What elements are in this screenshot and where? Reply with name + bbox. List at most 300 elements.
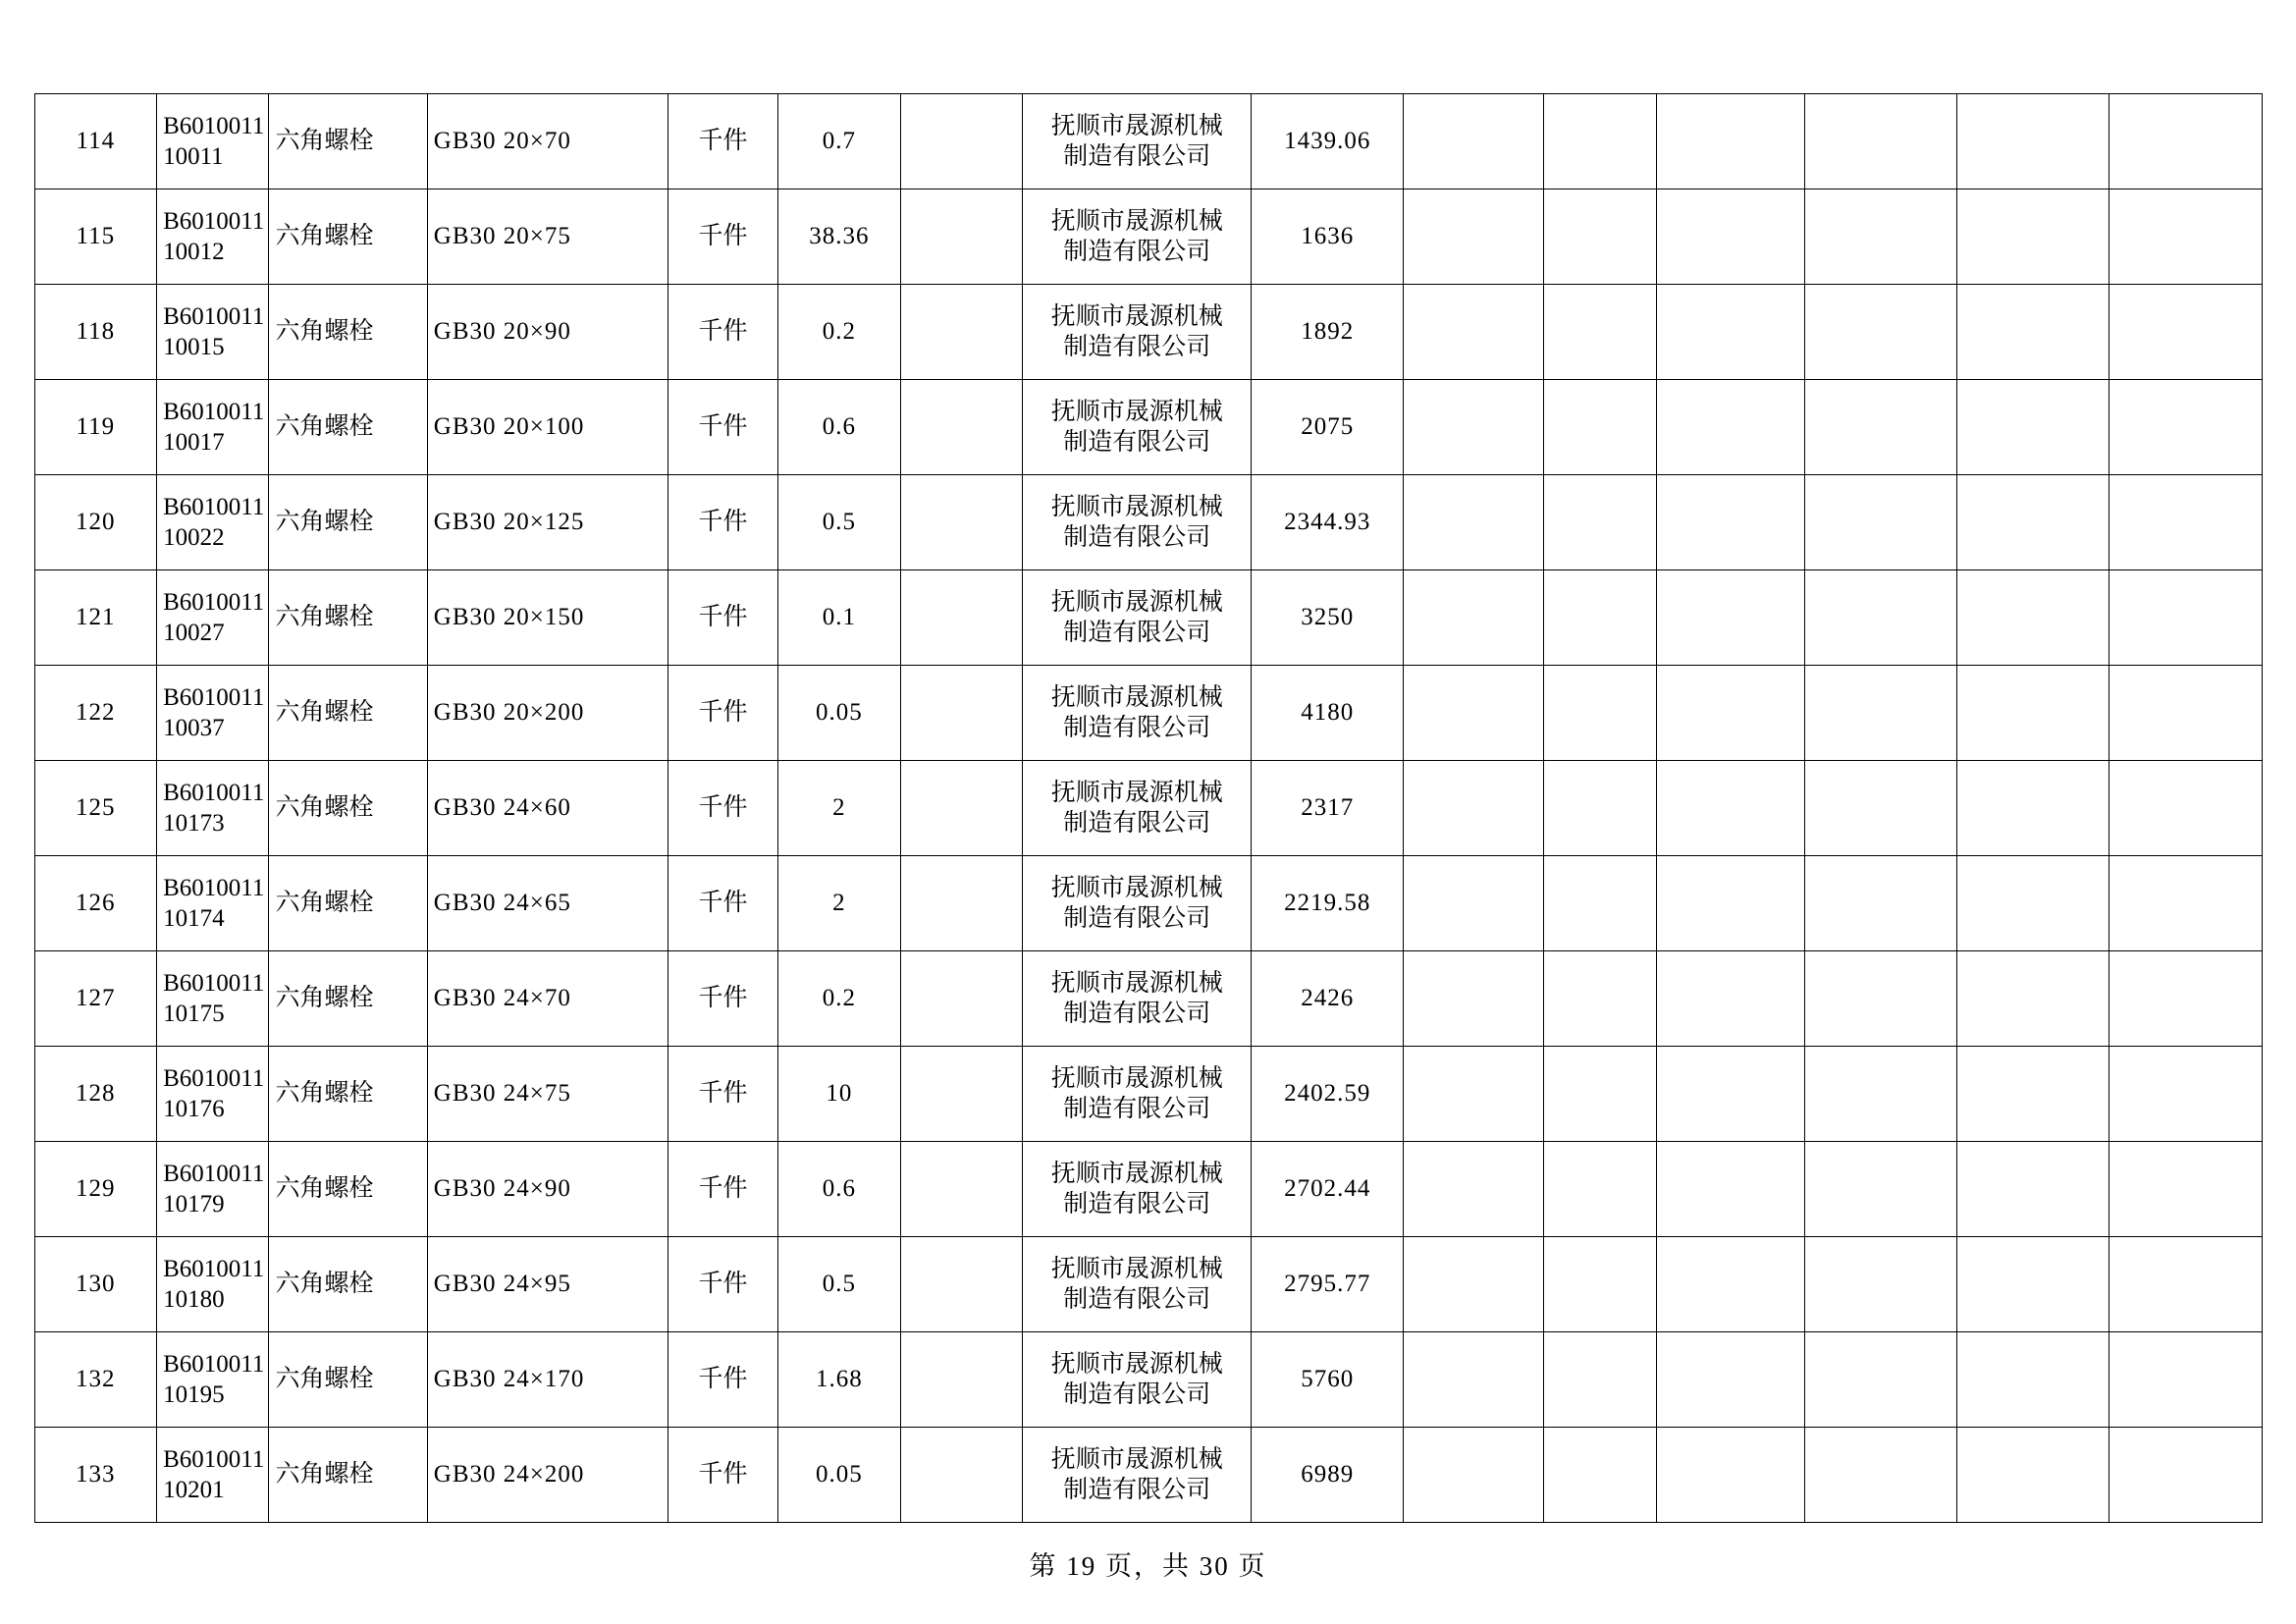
cell-spec: GB30 20×150 bbox=[427, 570, 667, 666]
cell-name: 六角螺栓 bbox=[269, 570, 427, 666]
cell-price: 1439.06 bbox=[1252, 94, 1404, 189]
code-line-2: 10015 bbox=[163, 334, 225, 360]
cell-price: 1892 bbox=[1252, 285, 1404, 380]
cell-spec: GB30 20×70 bbox=[427, 94, 667, 189]
cell-blank-3 bbox=[1544, 666, 1656, 761]
cell-blank-6 bbox=[1956, 189, 2109, 285]
cell-blank-1 bbox=[900, 1237, 1023, 1332]
code-line-1: B6010011 bbox=[163, 1350, 265, 1378]
cell-blank-2 bbox=[1404, 380, 1544, 475]
cell-blank-7 bbox=[2109, 285, 2262, 380]
cell-manufacturer bbox=[1023, 666, 1252, 761]
cell-blank-1 bbox=[900, 1428, 1023, 1523]
cell-name: 六角螺栓 bbox=[269, 475, 427, 570]
cell-manufacturer bbox=[1023, 1332, 1252, 1428]
cell-quantity: 0.05 bbox=[778, 1428, 901, 1523]
cell-blank-1 bbox=[900, 856, 1023, 951]
cell-blank-1 bbox=[900, 1142, 1023, 1237]
cell-name: 六角螺栓 bbox=[269, 951, 427, 1047]
code-line-2: 10201 bbox=[163, 1477, 225, 1503]
cell-blank-7 bbox=[2109, 666, 2262, 761]
cell-blank-5 bbox=[1804, 666, 1956, 761]
cell-quantity: 0.05 bbox=[778, 666, 901, 761]
cell-blank-1 bbox=[900, 951, 1023, 1047]
cell-spec: GB30 24×60 bbox=[427, 761, 667, 856]
code-line-2: 10195 bbox=[163, 1381, 225, 1408]
cell-unit: 千件 bbox=[667, 189, 777, 285]
cell-unit: 千件 bbox=[667, 570, 777, 666]
cell-blank-2 bbox=[1404, 1332, 1544, 1428]
cell-blank-3 bbox=[1544, 189, 1656, 285]
cell-unit: 千件 bbox=[667, 1047, 777, 1142]
cell-manufacturer bbox=[1023, 380, 1252, 475]
manufacturer-line-2: 制造有限公司 bbox=[1063, 1286, 1211, 1313]
cell-blank-5 bbox=[1804, 761, 1956, 856]
manufacturer-line-1: 抚顺市晟源机械 bbox=[1050, 1160, 1223, 1187]
cell-sequence: 129 bbox=[34, 1142, 157, 1237]
cell-blank-6 bbox=[1956, 1142, 2109, 1237]
cell-blank-7 bbox=[2109, 1237, 2262, 1332]
cell-blank-1 bbox=[900, 189, 1023, 285]
cell-blank-4 bbox=[1656, 761, 1804, 856]
manufacturer-line-2: 制造有限公司 bbox=[1063, 1477, 1211, 1503]
manufacturer-line-1: 抚顺市晟源机械 bbox=[1050, 398, 1223, 425]
cell-manufacturer bbox=[1023, 1047, 1252, 1142]
cell-blank-7 bbox=[2109, 380, 2262, 475]
cell-price: 4180 bbox=[1252, 666, 1404, 761]
cell-blank-2 bbox=[1404, 1428, 1544, 1523]
cell-spec: GB30 20×75 bbox=[427, 189, 667, 285]
cell-blank-2 bbox=[1404, 761, 1544, 856]
cell-manufacturer bbox=[1023, 189, 1252, 285]
cell-blank-4 bbox=[1656, 856, 1804, 951]
cell-blank-7 bbox=[2109, 1142, 2262, 1237]
cell-blank-6 bbox=[1956, 1428, 2109, 1523]
cell-code bbox=[157, 1047, 269, 1142]
table-row bbox=[34, 1428, 2262, 1523]
code-line-1: B6010011 bbox=[163, 207, 265, 235]
cell-blank-3 bbox=[1544, 1237, 1656, 1332]
code-line-2: 10179 bbox=[163, 1191, 225, 1218]
cell-blank-4 bbox=[1656, 380, 1804, 475]
cell-unit: 千件 bbox=[667, 285, 777, 380]
cell-sequence: 121 bbox=[34, 570, 157, 666]
cell-blank-3 bbox=[1544, 761, 1656, 856]
cell-manufacturer bbox=[1023, 570, 1252, 666]
cell-blank-2 bbox=[1404, 189, 1544, 285]
cell-code bbox=[157, 666, 269, 761]
cell-sequence: 122 bbox=[34, 666, 157, 761]
table-row bbox=[34, 856, 2262, 951]
cell-blank-5 bbox=[1804, 951, 1956, 1047]
cell-blank-3 bbox=[1544, 285, 1656, 380]
manufacturer-line-2: 制造有限公司 bbox=[1063, 810, 1211, 837]
cell-manufacturer bbox=[1023, 856, 1252, 951]
cell-blank-2 bbox=[1404, 1237, 1544, 1332]
cell-blank-1 bbox=[900, 475, 1023, 570]
cell-blank-1 bbox=[900, 285, 1023, 380]
cell-quantity: 1.68 bbox=[778, 1332, 901, 1428]
cell-blank-4 bbox=[1656, 189, 1804, 285]
cell-blank-2 bbox=[1404, 1047, 1544, 1142]
cell-blank-5 bbox=[1804, 189, 1956, 285]
cell-spec: GB30 24×70 bbox=[427, 951, 667, 1047]
cell-code bbox=[157, 380, 269, 475]
cell-sequence: 125 bbox=[34, 761, 157, 856]
manufacturer-line-2: 制造有限公司 bbox=[1063, 524, 1211, 551]
table-row bbox=[34, 1142, 2262, 1237]
cell-blank-5 bbox=[1804, 1047, 1956, 1142]
cell-blank-3 bbox=[1544, 1428, 1656, 1523]
manufacturer-line-2: 制造有限公司 bbox=[1063, 620, 1211, 646]
cell-blank-6 bbox=[1956, 761, 2109, 856]
code-line-2: 10174 bbox=[163, 905, 225, 932]
cell-blank-2 bbox=[1404, 951, 1544, 1047]
cell-blank-7 bbox=[2109, 1428, 2262, 1523]
cell-name: 六角螺栓 bbox=[269, 285, 427, 380]
materials-table bbox=[34, 93, 2263, 1523]
cell-price: 2075 bbox=[1252, 380, 1404, 475]
cell-unit: 千件 bbox=[667, 380, 777, 475]
cell-blank-5 bbox=[1804, 1142, 1956, 1237]
cell-blank-3 bbox=[1544, 856, 1656, 951]
code-line-1: B6010011 bbox=[163, 1445, 265, 1473]
cell-unit: 千件 bbox=[667, 1142, 777, 1237]
cell-spec: GB30 20×100 bbox=[427, 380, 667, 475]
cell-blank-3 bbox=[1544, 380, 1656, 475]
cell-sequence: 115 bbox=[34, 189, 157, 285]
cell-name: 六角螺栓 bbox=[269, 189, 427, 285]
code-line-1: B6010011 bbox=[163, 969, 265, 997]
cell-blank-4 bbox=[1656, 1237, 1804, 1332]
cell-spec: GB30 24×170 bbox=[427, 1332, 667, 1428]
manufacturer-line-1: 抚顺市晟源机械 bbox=[1050, 302, 1223, 330]
cell-blank-5 bbox=[1804, 285, 1956, 380]
cell-sequence: 127 bbox=[34, 951, 157, 1047]
cell-unit: 千件 bbox=[667, 1428, 777, 1523]
table-row bbox=[34, 189, 2262, 285]
manufacturer-line-1: 抚顺市晟源机械 bbox=[1050, 207, 1223, 235]
code-line-1: B6010011 bbox=[163, 1064, 265, 1092]
cell-blank-1 bbox=[900, 1047, 1023, 1142]
cell-blank-3 bbox=[1544, 475, 1656, 570]
cell-quantity: 0.2 bbox=[778, 951, 901, 1047]
code-line-2: 10012 bbox=[163, 239, 225, 265]
cell-price: 2702.44 bbox=[1252, 1142, 1404, 1237]
cell-quantity: 0.5 bbox=[778, 1237, 901, 1332]
manufacturer-line-1: 抚顺市晟源机械 bbox=[1050, 112, 1223, 139]
code-line-2: 10176 bbox=[163, 1096, 225, 1122]
cell-code bbox=[157, 94, 269, 189]
cell-unit: 千件 bbox=[667, 1237, 777, 1332]
cell-blank-4 bbox=[1656, 1047, 1804, 1142]
manufacturer-line-2: 制造有限公司 bbox=[1063, 143, 1211, 170]
cell-name: 六角螺栓 bbox=[269, 761, 427, 856]
table-row bbox=[34, 380, 2262, 475]
table-row bbox=[34, 285, 2262, 380]
cell-blank-1 bbox=[900, 761, 1023, 856]
cell-name: 六角螺栓 bbox=[269, 94, 427, 189]
manufacturer-line-2: 制造有限公司 bbox=[1063, 429, 1211, 456]
cell-blank-1 bbox=[900, 380, 1023, 475]
cell-unit: 千件 bbox=[667, 94, 777, 189]
cell-manufacturer bbox=[1023, 951, 1252, 1047]
cell-code bbox=[157, 761, 269, 856]
cell-unit: 千件 bbox=[667, 475, 777, 570]
cell-spec: GB30 24×200 bbox=[427, 1428, 667, 1523]
code-line-1: B6010011 bbox=[163, 1160, 265, 1187]
cell-blank-5 bbox=[1804, 380, 1956, 475]
manufacturer-line-2: 制造有限公司 bbox=[1063, 239, 1211, 265]
code-line-1: B6010011 bbox=[163, 112, 265, 139]
cell-quantity: 0.5 bbox=[778, 475, 901, 570]
cell-unit: 千件 bbox=[667, 856, 777, 951]
cell-quantity: 0.2 bbox=[778, 285, 901, 380]
cell-blank-2 bbox=[1404, 1142, 1544, 1237]
cell-blank-5 bbox=[1804, 1237, 1956, 1332]
cell-blank-7 bbox=[2109, 1332, 2262, 1428]
cell-sequence: 130 bbox=[34, 1237, 157, 1332]
manufacturer-line-1: 抚顺市晟源机械 bbox=[1050, 1350, 1223, 1378]
cell-code bbox=[157, 951, 269, 1047]
cell-price: 2344.93 bbox=[1252, 475, 1404, 570]
cell-sequence: 128 bbox=[34, 1047, 157, 1142]
cell-blank-3 bbox=[1544, 1142, 1656, 1237]
cell-sequence: 132 bbox=[34, 1332, 157, 1428]
cell-code bbox=[157, 189, 269, 285]
cell-blank-1 bbox=[900, 94, 1023, 189]
cell-manufacturer bbox=[1023, 285, 1252, 380]
cell-blank-3 bbox=[1544, 94, 1656, 189]
cell-blank-2 bbox=[1404, 94, 1544, 189]
cell-name: 六角螺栓 bbox=[269, 856, 427, 951]
manufacturer-line-1: 抚顺市晟源机械 bbox=[1050, 1064, 1223, 1092]
cell-blank-6 bbox=[1956, 380, 2109, 475]
table-row bbox=[34, 94, 2262, 189]
cell-blank-2 bbox=[1404, 666, 1544, 761]
cell-spec: GB30 20×90 bbox=[427, 285, 667, 380]
cell-unit: 千件 bbox=[667, 761, 777, 856]
cell-price: 3250 bbox=[1252, 570, 1404, 666]
cell-code bbox=[157, 1142, 269, 1237]
cell-blank-1 bbox=[900, 1332, 1023, 1428]
cell-blank-6 bbox=[1956, 856, 2109, 951]
cell-blank-4 bbox=[1656, 285, 1804, 380]
cell-unit: 千件 bbox=[667, 1332, 777, 1428]
cell-manufacturer bbox=[1023, 761, 1252, 856]
cell-spec: GB30 24×95 bbox=[427, 1237, 667, 1332]
cell-quantity: 10 bbox=[778, 1047, 901, 1142]
table-row bbox=[34, 1237, 2262, 1332]
cell-name: 六角螺栓 bbox=[269, 1142, 427, 1237]
table-row bbox=[34, 666, 2262, 761]
cell-sequence: 114 bbox=[34, 94, 157, 189]
cell-blank-6 bbox=[1956, 951, 2109, 1047]
cell-blank-6 bbox=[1956, 666, 2109, 761]
cell-blank-7 bbox=[2109, 951, 2262, 1047]
cell-blank-7 bbox=[2109, 1047, 2262, 1142]
cell-blank-6 bbox=[1956, 94, 2109, 189]
manufacturer-line-1: 抚顺市晟源机械 bbox=[1050, 969, 1223, 997]
cell-price: 2317 bbox=[1252, 761, 1404, 856]
manufacturer-line-1: 抚顺市晟源机械 bbox=[1050, 588, 1223, 616]
manufacturer-line-1: 抚顺市晟源机械 bbox=[1050, 1445, 1223, 1473]
manufacturer-line-1: 抚顺市晟源机械 bbox=[1050, 493, 1223, 520]
cell-spec: GB30 20×125 bbox=[427, 475, 667, 570]
cell-blank-7 bbox=[2109, 189, 2262, 285]
cell-blank-7 bbox=[2109, 856, 2262, 951]
code-line-1: B6010011 bbox=[163, 588, 265, 616]
cell-blank-7 bbox=[2109, 94, 2262, 189]
manufacturer-line-1: 抚顺市晟源机械 bbox=[1050, 874, 1223, 901]
cell-manufacturer bbox=[1023, 475, 1252, 570]
cell-blank-6 bbox=[1956, 1237, 2109, 1332]
cell-blank-1 bbox=[900, 570, 1023, 666]
code-line-2: 10022 bbox=[163, 524, 225, 551]
cell-blank-7 bbox=[2109, 570, 2262, 666]
cell-price: 1636 bbox=[1252, 189, 1404, 285]
cell-price: 2219.58 bbox=[1252, 856, 1404, 951]
cell-blank-6 bbox=[1956, 475, 2109, 570]
table-row bbox=[34, 761, 2262, 856]
cell-manufacturer bbox=[1023, 94, 1252, 189]
cell-blank-3 bbox=[1544, 570, 1656, 666]
cell-manufacturer bbox=[1023, 1142, 1252, 1237]
cell-blank-5 bbox=[1804, 856, 1956, 951]
code-line-2: 10173 bbox=[163, 810, 225, 837]
cell-manufacturer bbox=[1023, 1428, 1252, 1523]
cell-code bbox=[157, 285, 269, 380]
manufacturer-line-2: 制造有限公司 bbox=[1063, 715, 1211, 741]
code-line-1: B6010011 bbox=[163, 398, 265, 425]
cell-blank-4 bbox=[1656, 94, 1804, 189]
cell-spec: GB30 20×200 bbox=[427, 666, 667, 761]
code-line-2: 10027 bbox=[163, 620, 225, 646]
code-line-1: B6010011 bbox=[163, 302, 265, 330]
cell-quantity: 0.6 bbox=[778, 1142, 901, 1237]
code-line-1: B6010011 bbox=[163, 874, 265, 901]
cell-name: 六角螺栓 bbox=[269, 666, 427, 761]
cell-blank-2 bbox=[1404, 856, 1544, 951]
code-line-1: B6010011 bbox=[163, 1255, 265, 1282]
cell-blank-4 bbox=[1656, 666, 1804, 761]
code-line-2: 10175 bbox=[163, 1001, 225, 1027]
cell-price: 6989 bbox=[1252, 1428, 1404, 1523]
cell-code bbox=[157, 570, 269, 666]
table-row bbox=[34, 1047, 2262, 1142]
cell-blank-5 bbox=[1804, 1332, 1956, 1428]
cell-blank-7 bbox=[2109, 475, 2262, 570]
cell-blank-4 bbox=[1656, 951, 1804, 1047]
cell-blank-3 bbox=[1544, 1047, 1656, 1142]
cell-quantity: 2 bbox=[778, 856, 901, 951]
manufacturer-line-2: 制造有限公司 bbox=[1063, 334, 1211, 360]
cell-quantity: 0.1 bbox=[778, 570, 901, 666]
cell-blank-2 bbox=[1404, 285, 1544, 380]
manufacturer-line-2: 制造有限公司 bbox=[1063, 1191, 1211, 1218]
cell-quantity: 2 bbox=[778, 761, 901, 856]
cell-name: 六角螺栓 bbox=[269, 1332, 427, 1428]
cell-spec: GB30 24×75 bbox=[427, 1047, 667, 1142]
cell-unit: 千件 bbox=[667, 666, 777, 761]
cell-quantity: 0.6 bbox=[778, 380, 901, 475]
manufacturer-line-1: 抚顺市晟源机械 bbox=[1050, 1255, 1223, 1282]
cell-blank-6 bbox=[1956, 285, 2109, 380]
code-line-2: 10017 bbox=[163, 429, 225, 456]
cell-blank-5 bbox=[1804, 94, 1956, 189]
code-line-1: B6010011 bbox=[163, 683, 265, 711]
cell-blank-2 bbox=[1404, 570, 1544, 666]
cell-manufacturer bbox=[1023, 1237, 1252, 1332]
cell-blank-4 bbox=[1656, 1428, 1804, 1523]
cell-sequence: 118 bbox=[34, 285, 157, 380]
cell-blank-2 bbox=[1404, 475, 1544, 570]
cell-code bbox=[157, 1332, 269, 1428]
table-row bbox=[34, 1332, 2262, 1428]
cell-name: 六角螺栓 bbox=[269, 1428, 427, 1523]
cell-spec: GB30 24×90 bbox=[427, 1142, 667, 1237]
cell-blank-3 bbox=[1544, 951, 1656, 1047]
cell-code bbox=[157, 1237, 269, 1332]
cell-blank-4 bbox=[1656, 475, 1804, 570]
cell-sequence: 133 bbox=[34, 1428, 157, 1523]
cell-blank-3 bbox=[1544, 1332, 1656, 1428]
code-line-2: 10011 bbox=[163, 143, 224, 170]
cell-blank-5 bbox=[1804, 475, 1956, 570]
code-line-1: B6010011 bbox=[163, 779, 265, 806]
cell-sequence: 126 bbox=[34, 856, 157, 951]
code-line-2: 10037 bbox=[163, 715, 225, 741]
manufacturer-line-2: 制造有限公司 bbox=[1063, 1096, 1211, 1122]
cell-price: 2795.77 bbox=[1252, 1237, 1404, 1332]
cell-blank-4 bbox=[1656, 1332, 1804, 1428]
cell-sequence: 119 bbox=[34, 380, 157, 475]
cell-sequence: 120 bbox=[34, 475, 157, 570]
code-line-1: B6010011 bbox=[163, 493, 265, 520]
page-footer: 第 19 页，共 30 页 bbox=[1029, 1551, 1267, 1581]
cell-blank-5 bbox=[1804, 570, 1956, 666]
manufacturer-line-2: 制造有限公司 bbox=[1063, 1001, 1211, 1027]
cell-blank-5 bbox=[1804, 1428, 1956, 1523]
table-row bbox=[34, 570, 2262, 666]
cell-name: 六角螺栓 bbox=[269, 1237, 427, 1332]
manufacturer-line-1: 抚顺市晟源机械 bbox=[1050, 779, 1223, 806]
cell-price: 5760 bbox=[1252, 1332, 1404, 1428]
cell-code bbox=[157, 856, 269, 951]
cell-blank-6 bbox=[1956, 1332, 2109, 1428]
cell-spec: GB30 24×65 bbox=[427, 856, 667, 951]
table-row bbox=[34, 951, 2262, 1047]
cell-blank-7 bbox=[2109, 761, 2262, 856]
code-line-2: 10180 bbox=[163, 1286, 225, 1313]
cell-price: 2426 bbox=[1252, 951, 1404, 1047]
cell-name: 六角螺栓 bbox=[269, 1047, 427, 1142]
cell-quantity: 0.7 bbox=[778, 94, 901, 189]
table-row bbox=[34, 475, 2262, 570]
manufacturer-line-1: 抚顺市晟源机械 bbox=[1050, 683, 1223, 711]
cell-blank-1 bbox=[900, 666, 1023, 761]
cell-blank-6 bbox=[1956, 1047, 2109, 1142]
cell-name: 六角螺栓 bbox=[269, 380, 427, 475]
manufacturer-line-2: 制造有限公司 bbox=[1063, 1381, 1211, 1408]
cell-price: 2402.59 bbox=[1252, 1047, 1404, 1142]
cell-blank-4 bbox=[1656, 1142, 1804, 1237]
cell-blank-4 bbox=[1656, 570, 1804, 666]
cell-quantity: 38.36 bbox=[778, 189, 901, 285]
table-body bbox=[34, 94, 2262, 1523]
cell-code bbox=[157, 1428, 269, 1523]
cell-unit: 千件 bbox=[667, 951, 777, 1047]
